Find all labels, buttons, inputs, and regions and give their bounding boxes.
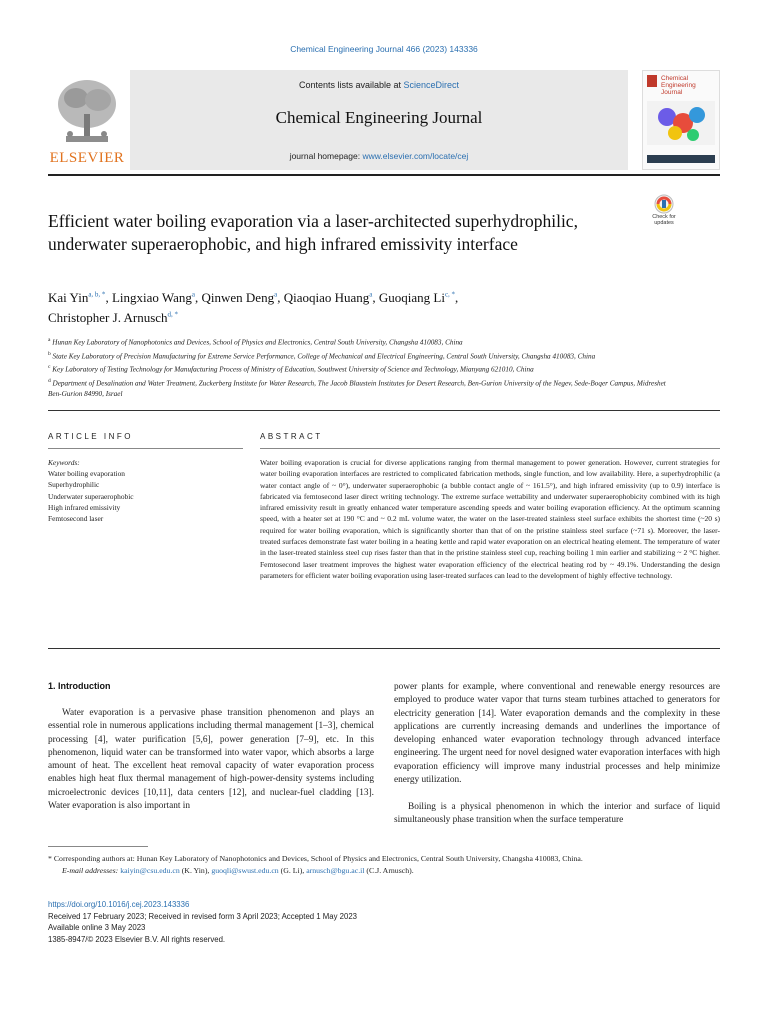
intro-paragraph: power plants for example, where conventional and renewable energy resources are employed to produce water vapor that turns steam turbines attached to generators for electricity generation [14]. Water evaporation demands and the complexity in these applications are currently increasing demands and underlines the importance of developing enhanced water evaporation technology through advanced interface engineering. The urgent need for novel designed water evaporation interfaces with high evaporation efficiency will improve many industrial processes and help minimize energy utilization. bbox=[394, 682, 720, 786]
email-link[interactable]: guoqli@swust.edu.cn bbox=[211, 866, 279, 875]
footnotes bbox=[48, 853, 720, 877]
author-affiliation-marker[interactable]: a, b, * bbox=[88, 290, 106, 299]
abstract-rule bbox=[260, 448, 720, 449]
header-divider bbox=[48, 410, 720, 411]
email-link[interactable]: arnusch@bgu.ac.il bbox=[306, 866, 365, 875]
check-for-updates-badge[interactable] bbox=[646, 194, 682, 230]
homepage-line bbox=[130, 151, 628, 161]
affiliation-item bbox=[48, 376, 668, 401]
email-link[interactable]: kaiyin@csu.edu.cn bbox=[120, 866, 180, 875]
author-affiliation-marker[interactable]: c, * bbox=[444, 290, 456, 299]
affiliation-item bbox=[48, 349, 668, 363]
affiliation-text: Hunan Key Laboratory of Nanophotonics and Devices, School of Physics and Electronics, Central South University, Changsha 410083, China bbox=[52, 338, 463, 347]
doi-link[interactable]: https://doi.org/10.1016/j.cej.2023.143336 bbox=[48, 900, 190, 909]
homepage-prefix: journal homepage: bbox=[289, 151, 363, 161]
masthead-rule bbox=[48, 174, 720, 176]
email-label: E-mail addresses: bbox=[62, 866, 119, 875]
journal-title[interactable]: Chemical Engineering Journal bbox=[275, 108, 483, 127]
sciencedirect-link[interactable]: ScienceDirect bbox=[403, 80, 460, 90]
author-name[interactable]: Lingxiao Wang bbox=[111, 290, 192, 305]
email-owner: (K. Yin), bbox=[179, 866, 212, 875]
author-affiliation-marker[interactable]: a bbox=[369, 290, 373, 299]
author-separator: , bbox=[105, 290, 112, 305]
author-affiliation-marker[interactable]: a bbox=[274, 290, 278, 299]
affiliation-key: b bbox=[48, 350, 51, 357]
keywords-block bbox=[48, 457, 238, 524]
copyright-line: 1385-8947/© 2023 Elsevier B.V. All rights reserved. bbox=[48, 934, 226, 944]
affiliation-text: State Key Laboratory of Precision Manufacturing for Extreme Service Performance, College of Mechanical and Electrical Engineering, Central South University, Changsha 410083, China bbox=[52, 351, 596, 360]
footnote-rule bbox=[48, 846, 148, 847]
affiliation-key: a bbox=[48, 337, 51, 343]
contents-line bbox=[130, 80, 628, 90]
received-dates: Received 17 February 2023; Received in revised form 3 April 2023; Accepted 1 May 2023 bbox=[48, 911, 358, 921]
abstract-text: Water boiling evaporation is crucial for diverse applications ranging from thermal management to power generation. However, current strategies for water boiling evaporation interfaces are restricted to complicated fabrication methods, single function, and low availability. Here, a superhydrophilic (a water contact angle of ~ 0°), underwater superaerophobic (a bubble contact angle of ~ 161.5°), and high infrared emissivity (up to 0.9) interface is fabricated via femtosecond laser direct writing technology. The extreme surface wettability and underwater superaerophobicity combined with its high infrared emissivity result in greatly enhanced water temperature ascending speeds and water boiling evaporation efficiency. At the optimum scanning speed, with a heater set at 190 °C and ~ 0.2 mL volume water, the water on the laser-treated stainless steel surface exhibits the shortest time (~20 s) required for water boiling evaporation, which is significantly shorter than that of on the pristine stainless steel surface (~71 s). Moreover, the laser-treated surfaces demonstrate fast water boiling in a heating kettle and rapid water evaporation on an electrical heating element. The temperature of water in the laser-treated stainless steel cup rises faster than that in the pristine stainless steel cup, reaching boiling 1 min earlier and stabilizing ~ 2 °C higher. Femtosecond laser treatment improves the highest water evaporation efficiency of the electrical heating rod by ~ 49.1%. Understanding the design parameters for efficient water boiling evaporation using laser-treated surfaces can lead to the development of highly effective technology. bbox=[260, 458, 720, 580]
author-separator: , bbox=[195, 290, 202, 305]
check-updates-line: Check for bbox=[652, 214, 676, 220]
author-affiliation-marker[interactable]: a bbox=[191, 290, 195, 299]
publisher-wordmark: ELSEVIER bbox=[49, 150, 125, 166]
author-separator: , bbox=[455, 290, 459, 305]
contents-prefix: Contents lists available at bbox=[298, 80, 404, 90]
author-affiliation-marker[interactable]: d, * bbox=[167, 310, 179, 319]
keyword-item: Underwater superaerophobic bbox=[48, 491, 134, 501]
author-list bbox=[48, 288, 608, 328]
article-info-rule bbox=[48, 448, 243, 449]
tree-icon bbox=[54, 76, 120, 148]
abstract-divider bbox=[48, 648, 720, 649]
running-head[interactable]: Chemical Engineering Journal 466 (2023) 143336 bbox=[290, 44, 478, 54]
homepage-link[interactable]: www.elsevier.com/locate/cej bbox=[362, 151, 469, 161]
corresponding-footnote: * Corresponding authors at: Hunan Key Laboratory of Nanophotonics and Devices, School of Physics and Electronics, Central South University, Changsha 410083, China. bbox=[48, 854, 583, 863]
email-owner: (C.J. Arnusch). bbox=[364, 866, 414, 875]
author-name[interactable]: Kai Yin bbox=[48, 290, 89, 305]
affiliation-key: d bbox=[48, 377, 51, 384]
article-info-label: ARTICLE INFO bbox=[48, 432, 133, 441]
author-name[interactable]: Christopher J. Arnusch bbox=[48, 310, 168, 325]
author-name[interactable]: Qiaoqiao Huang bbox=[283, 290, 370, 305]
author-name[interactable]: Qinwen Deng bbox=[201, 290, 275, 305]
affiliation-text: Department of Desalination and Water Treatment, Zuckerberg Institute for Water Research, The Jacob Blaustein Institutes for Desert Research, Ben-Gurion University of the Negev, Sede-Boqer Campus, Midreshet Ben-Gurion 84990, Israel bbox=[48, 379, 666, 399]
article-title: Efficient water boiling evaporation via a laser-architected superhydrophilic, underwater superaerophobic, and high infrared emissivity interface bbox=[48, 211, 578, 254]
affiliation-item bbox=[48, 362, 668, 376]
keyword-item: High infrared emissivity bbox=[48, 502, 121, 512]
cover-title-line: Chemical bbox=[661, 75, 689, 82]
keyword-item: Femtosecond laser bbox=[48, 514, 104, 524]
journal-band bbox=[130, 70, 628, 170]
author-name[interactable]: Guoqiang Li bbox=[378, 290, 445, 305]
keywords-heading: Keywords: bbox=[48, 458, 80, 467]
cover-title bbox=[661, 75, 696, 96]
online-date: Available online 3 May 2023 bbox=[48, 923, 146, 933]
check-updates-icon bbox=[646, 194, 682, 214]
affiliation-text: Key Laboratory of Testing Technology for Manufacturing Process of Ministry of Education, Southwest University of Science and Technology, Mianyang 621010, China bbox=[52, 365, 534, 374]
check-updates-line: updates bbox=[654, 220, 674, 226]
masthead bbox=[48, 70, 720, 174]
affiliations bbox=[48, 335, 668, 401]
author-separator: , bbox=[277, 290, 284, 305]
elsevier-logo[interactable] bbox=[48, 70, 126, 170]
email-footnote bbox=[48, 865, 720, 877]
intro-paragraph: Water evaporation is a pervasive phase transition phenomenon and plays an essential role in numerous applications including thermal management [1–3], chemical processing [4], water purification [5,6], power generation [7–9], etc. In this phenomenon, liquid water can be transformed into water vapor, which absorbs a large amount of heat. The excellent heat removal capacity of water evaporation process enables high heat flux thermal management of high-power-density systems including microelectronic devices [10,11], data centers [12], and nuclear-fuel cladding [13]. Water evaporation is also important in bbox=[48, 708, 374, 812]
keyword-item: Superhydrophilic bbox=[48, 480, 100, 490]
author-separator: , bbox=[372, 290, 379, 305]
affiliation-item bbox=[48, 335, 668, 349]
cover-title-line: Engineering bbox=[661, 82, 696, 89]
journal-cover-thumbnail[interactable] bbox=[642, 70, 720, 170]
section-heading-introduction: 1. Introduction bbox=[48, 681, 111, 691]
keyword-item: Water boiling evaporation bbox=[48, 469, 125, 479]
affiliation-key: c bbox=[48, 364, 51, 371]
email-owner: (G. Li), bbox=[278, 866, 307, 875]
abstract-label: ABSTRACT bbox=[260, 432, 323, 441]
cover-title-line: Journal bbox=[661, 89, 683, 96]
publication-info bbox=[48, 899, 648, 945]
intro-paragraph: Boiling is a physical phenomenon in which the interior and surface of liquid simultaneously phase transition when the surface temperature bbox=[394, 802, 720, 826]
check-updates-label bbox=[646, 214, 682, 226]
